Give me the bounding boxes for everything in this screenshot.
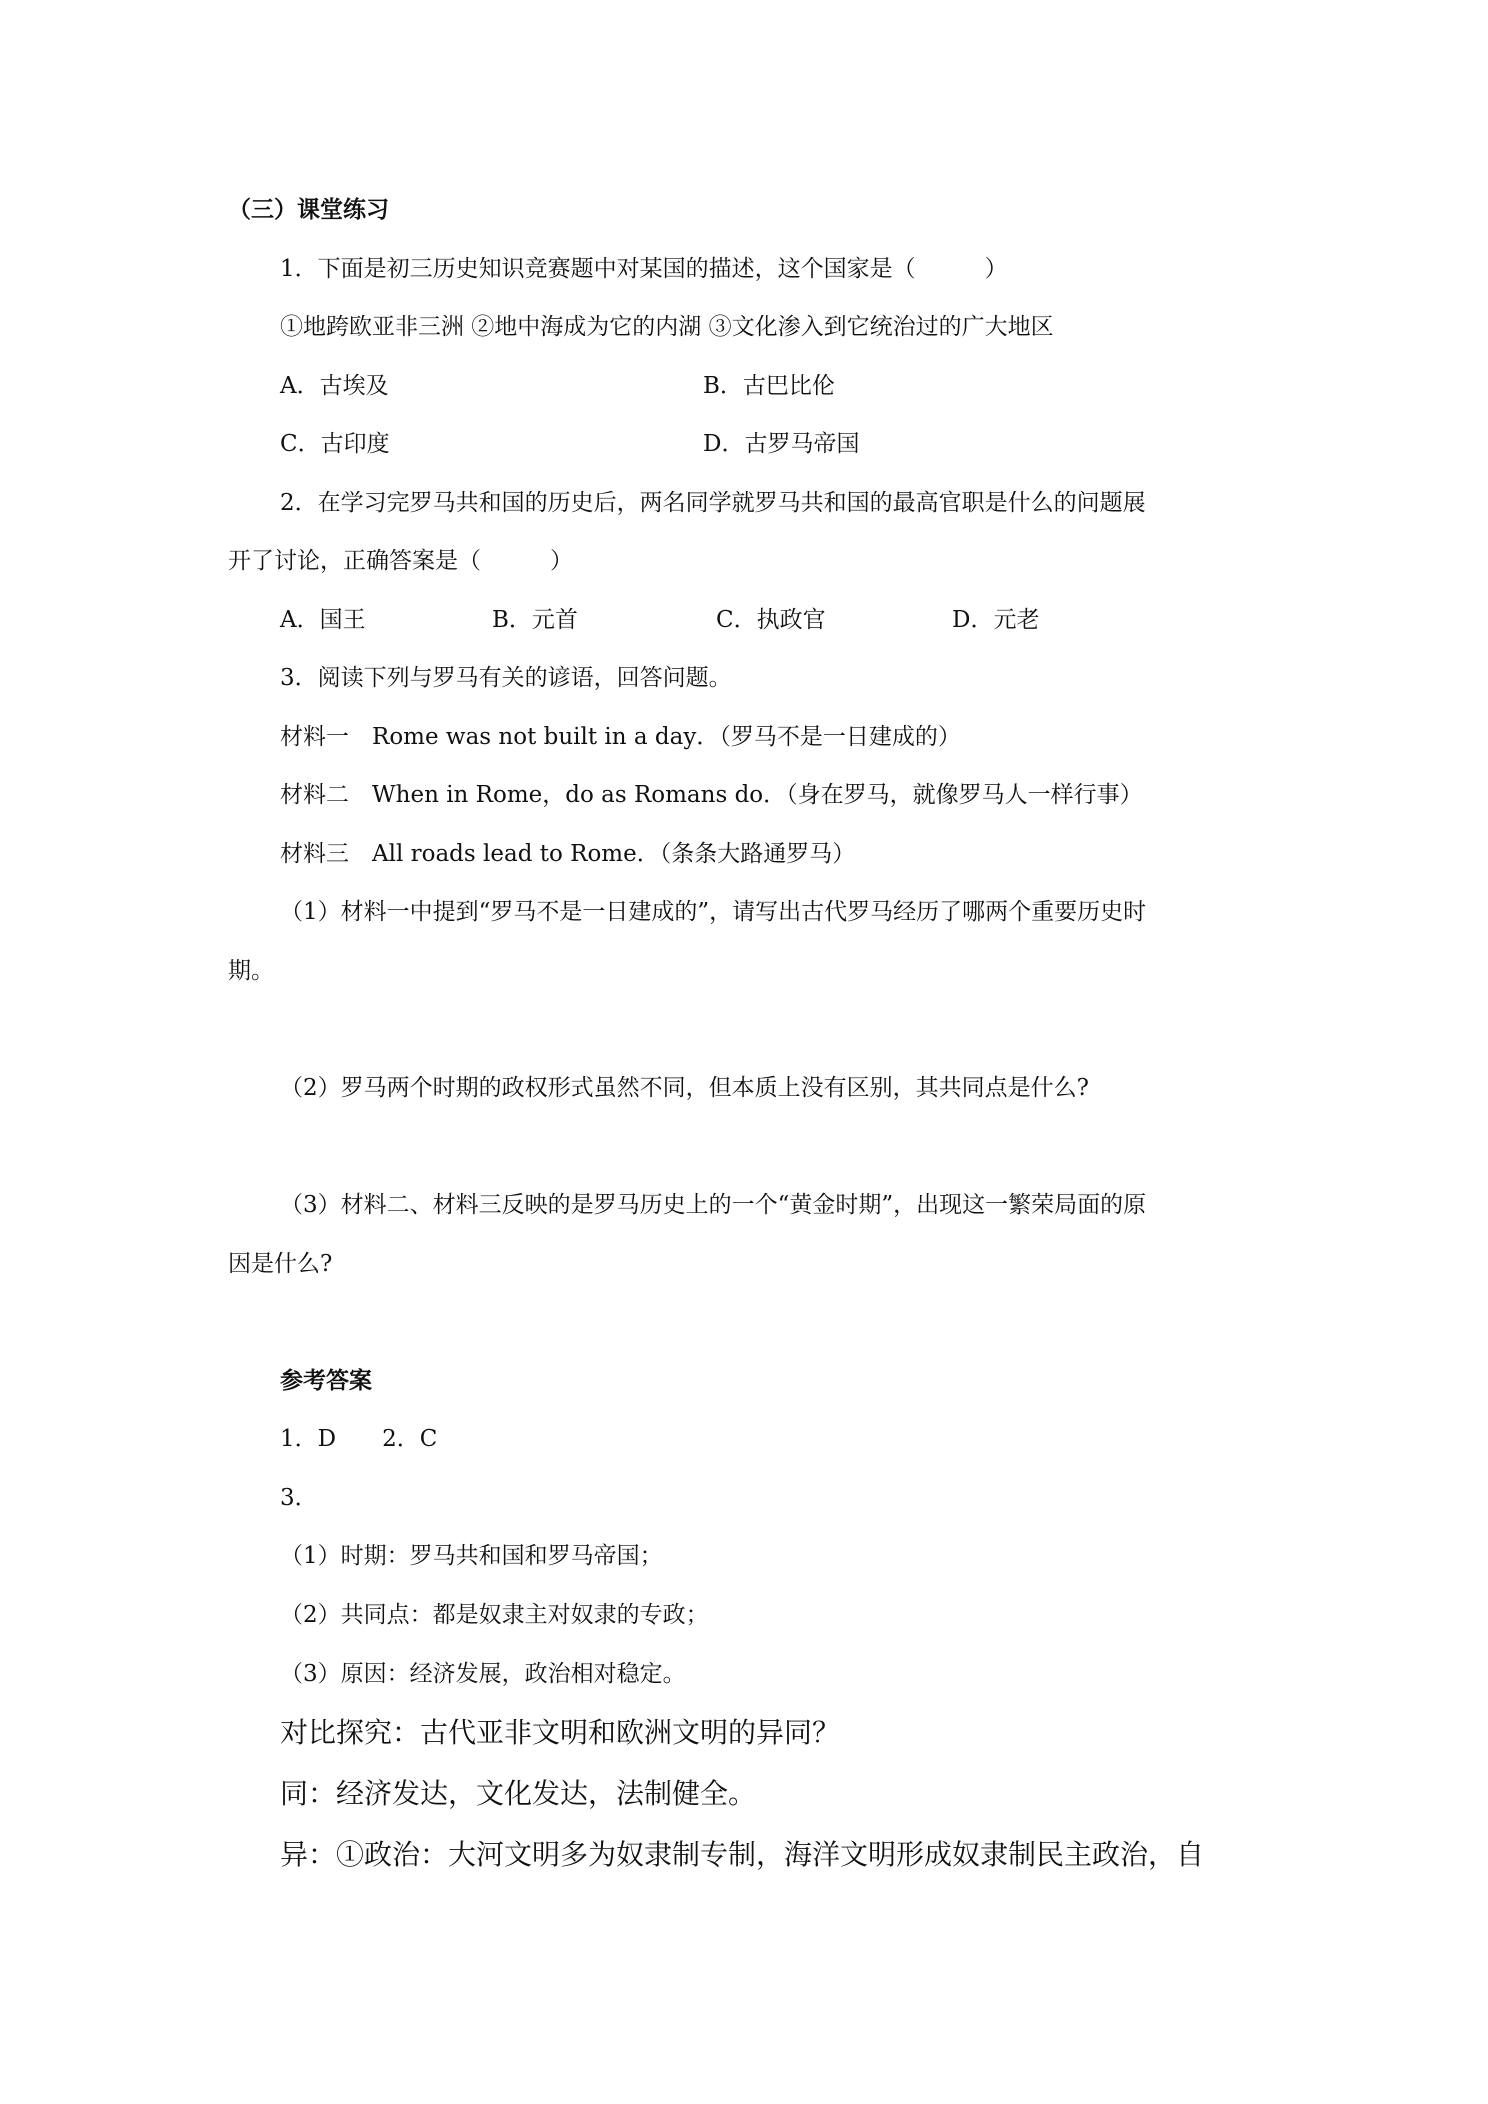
answers-line-1: 1．D 2．C	[280, 1426, 438, 1452]
answer-item-1: （1）时期：罗马共和国和罗马帝国；	[280, 1543, 663, 1569]
section-title: （三）课堂练习	[228, 196, 389, 223]
question-2-option-a: A．国王	[280, 607, 366, 633]
answer-item-2: （2）共同点：都是奴隶主对奴隶的专政；	[280, 1602, 709, 1628]
answers-line-2: 3．	[280, 1485, 318, 1511]
question-3-material-3: 材料三 All roads lead to Rome．（条条大路通罗马）	[280, 841, 856, 867]
question-3-stem: 3．阅读下列与罗马有关的谚语，回答问题。	[280, 665, 732, 691]
question-1-option-d: D．古罗马帝国	[703, 431, 860, 457]
question-2-stem-line2: 开了讨论，正确答案是（ ）	[228, 548, 573, 574]
question-2-option-b: B．元首	[492, 607, 578, 633]
question-2-option-d: D．元老	[952, 607, 1040, 633]
question-1-option-c: C．古印度	[280, 431, 390, 457]
question-3-material-2: 材料二 When in Rome，do as Romans do．（身在罗马，就像罗马人一样行事）	[280, 782, 1143, 808]
answers-title: 参考答案	[280, 1367, 372, 1394]
comparison-title: 对比探究：古代亚非文明和欧洲文明的异同？	[280, 1716, 841, 1749]
question-3-sub3-line2: 因是什么?	[228, 1251, 333, 1277]
question-1-option-a: A．古埃及	[280, 373, 389, 399]
question-2-option-c: C．执政官	[716, 607, 826, 633]
question-3-sub3-line1: （3）材料二、材料三反映的是罗马历史上的一个“黄金时期”，出现这一繁荣局面的原	[280, 1192, 1147, 1218]
question-1-option-b: B．古巴比伦	[703, 373, 835, 399]
question-1-stem: 1．下面是初三历史知识竞赛题中对某国的描述，这个国家是（ ）	[280, 256, 1008, 282]
comparison-same: 同：经济发达，文化发达，法制健全。	[280, 1777, 757, 1810]
question-2-stem-line1: 2．在学习完罗马共和国的历史后，两名同学就罗马共和国的最高官职是什么的问题展	[280, 490, 1146, 516]
answer-item-3: （3）原因：经济发展，政治相对稳定。	[280, 1661, 686, 1687]
question-3-sub2: （2）罗马两个时期的政权形式虽然不同，但本质上没有区别，其共同点是什么?	[280, 1075, 1089, 1101]
comparison-diff: 异：①政治：大河文明多为奴隶制专制，海洋文明形成奴隶制民主政治，自	[280, 1838, 1205, 1871]
question-1-clues: ①地跨欧亚非三洲 ②地中海成为它的内湖 ③文化渗入到它统治过的广大地区	[280, 314, 1054, 340]
question-3-material-1: 材料一 Rome was not built in a day．（罗马不是一日建成的）	[280, 724, 961, 750]
question-3-sub1-line1: （1）材料一中提到“罗马不是一日建成的”，请写出古代罗马经历了哪两个重要历史时	[280, 899, 1147, 925]
question-3-sub1-line2: 期。	[228, 958, 274, 984]
